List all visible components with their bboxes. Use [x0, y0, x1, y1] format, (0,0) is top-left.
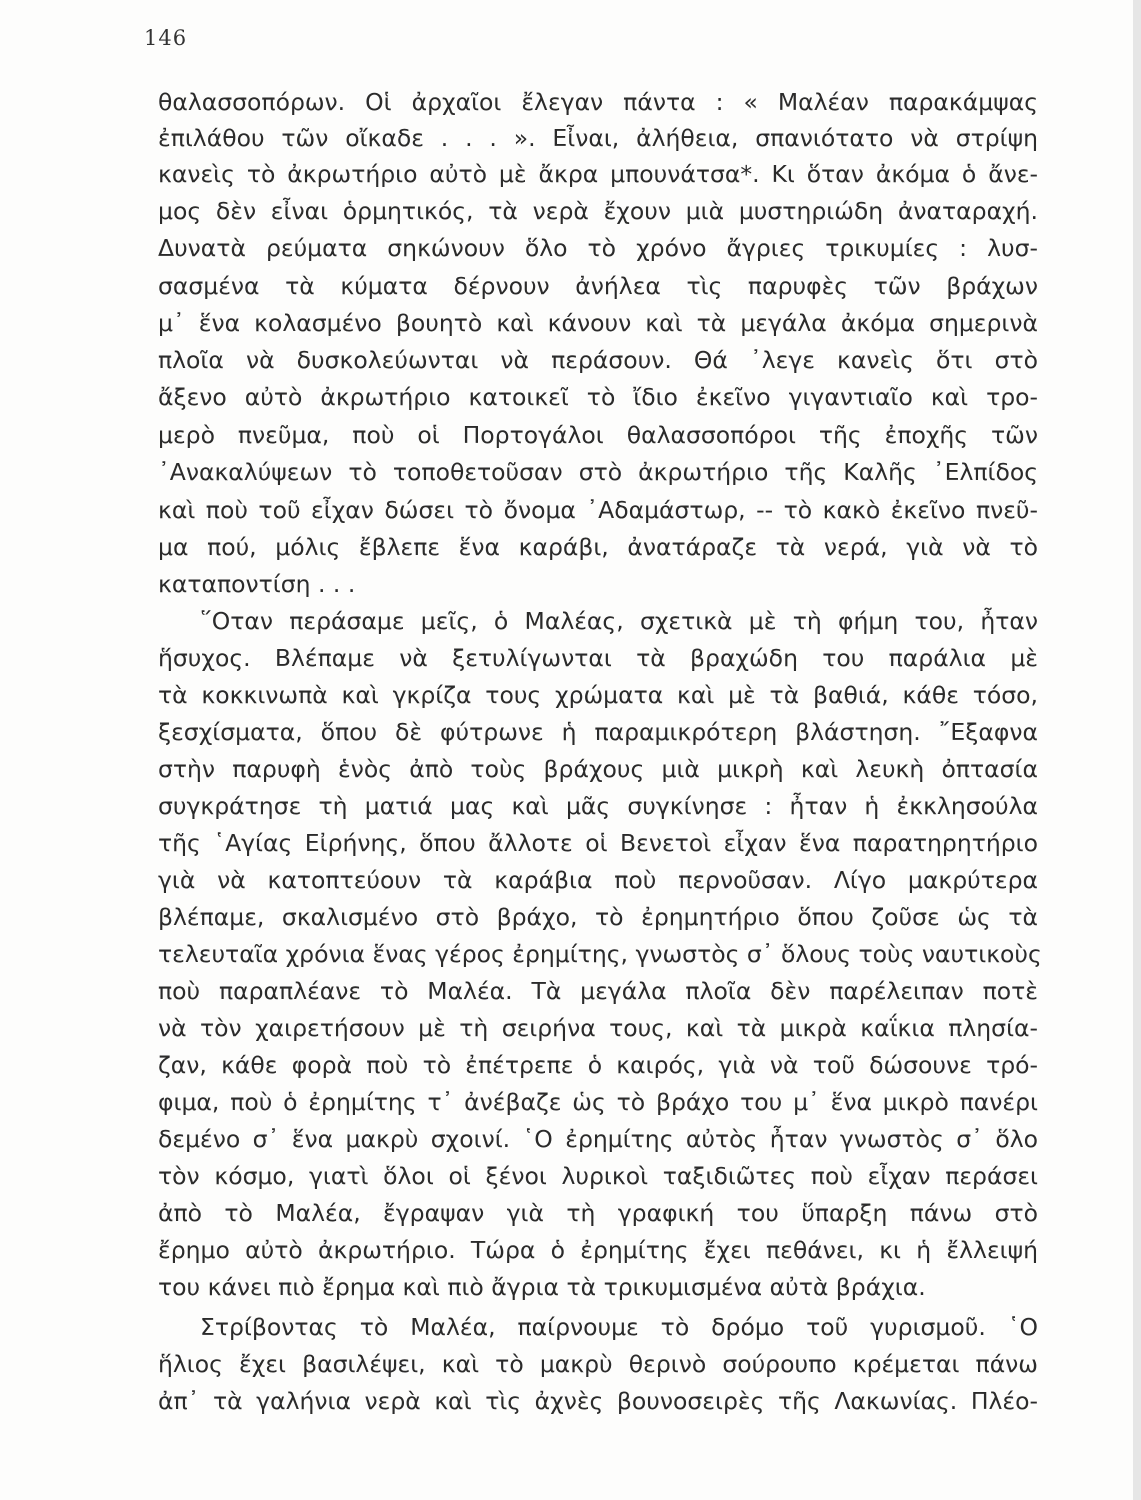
- text-line: πλοῖα νὰ δυσκολεύωνται νὰ περάσουν. Θά ᾽λεγε κανεὶς ὅτι στὸ: [158, 346, 1038, 374]
- text-line: ἥσυχος. Βλέπαμε νὰ ξετυλίγωνται τὰ βραχώδη του παράλια μὲ: [158, 644, 1038, 672]
- text-line: ξεσχίσματα, ὅπου δὲ φύτρωνε ἡ παραμικρότερη βλάστηση. ῎Εξαφνα: [158, 718, 1038, 746]
- text-line: ἥλιος ἔχει βασιλέψει, καὶ τὸ μακρὺ θερινὸ σούρουπο κρέμεται πάνω: [158, 1350, 1038, 1378]
- text-line: στὴν παρυφὴ ἑνὸς ἀπὸ τοὺς βράχους μιὰ μικρὴ καὶ λευκὴ ὀπτασία: [158, 755, 1038, 783]
- text-line: νὰ τὸν χαιρετήσουν μὲ τὴ σειρήνα τους, καὶ τὰ μικρὰ καΐκια πλησία-: [158, 1014, 1038, 1042]
- text-line: δεμένο σ᾽ ἕνα μακρὺ σχοινί. ῾Ο ἐρημίτης αὐτὸς ἦταν γνωστὸς σ᾽ ὅλο: [158, 1125, 1038, 1153]
- text-line: καὶ ποὺ τοῦ εἶχαν δώσει τὸ ὄνομα ᾽Αδαμάστωρ, -- τὸ κακὸ ἐκεῖνο πνεῦ-: [158, 496, 1038, 524]
- text-line: βλέπαμε, σκαλισμένο στὸ βράχο, τὸ ἐρημητήριο ὅπου ζοῦσε ὡς τὰ: [158, 903, 1038, 931]
- text-line: ῞Οταν περάσαμε μεῖς, ὁ Μαλέας, σχετικὰ μὲ τὴ φήμη του, ἦταν: [200, 607, 1038, 635]
- text-line: ἄξενο αὐτὸ ἀκρωτήριο κατοικεῖ τὸ ἴδιο ἐκεῖνο γιγαντιαῖο καὶ τρο-: [158, 383, 1038, 411]
- text-line: καταποντίση . . .: [158, 570, 356, 598]
- text-line: ἐπιλάθου τῶν οἴκαδε . . . ». Εἶναι, ἀλήθεια, σπανιότατο νὰ στρίψη: [158, 124, 1038, 152]
- text-line: Στρίβοντας τὸ Μαλέα, παίρνουμε τὸ δρόμο τοῦ γυρισμοῦ. ῾Ο: [200, 1313, 1038, 1341]
- text-line: τὰ κοκκινωπὰ καὶ γκρίζα τους χρώματα καὶ μὲ τὰ βαθιά, κάθε τόσο,: [158, 681, 1038, 709]
- text-line: μα πού, μόλις ἔβλεπε ἕνα καράβι, ἀνατάραζε τὰ νερά, γιὰ νὰ τὸ: [158, 533, 1038, 561]
- text-line: Δυνατὰ ρεύματα σηκώνουν ὅλο τὸ χρόνο ἄγριες τρικυμίες : λυσ-: [158, 234, 1038, 262]
- text-line: θαλασσοπόρων. Οἱ ἀρχαῖοι ἔλεγαν πάντα : « Μαλέαν παρακάμψας: [158, 88, 1038, 116]
- text-line: κανεὶς τὸ ἀκρωτήριο αὐτὸ μὲ ἄκρα μπουνάτσα*. Κι ὅταν ἀκόμα ὁ ἄνε-: [158, 160, 1038, 188]
- text-line: μος δὲν εἶναι ὁρμητικός, τὰ νερὰ ἔχουν μιὰ μυστηριώδη ἀναταραχή.: [158, 197, 1038, 225]
- text-line: τῆς ῾Αγίας Εἰρήνης, ὅπου ἄλλοτε οἱ Βενετοὶ εἶχαν ἕνα παρατηρητήριο: [158, 829, 1038, 857]
- text-line: ᾽Ανακαλύψεων τὸ τοποθετοῦσαν στὸ ἀκρωτήριο τῆς Καλῆς ᾽Ελπίδος: [158, 458, 1038, 486]
- text-line: μ᾽ ἕνα κολασμένο βουητὸ καὶ κάνουν καὶ τὰ μεγάλα ἀκόμα σημερινὰ: [158, 309, 1038, 337]
- text-line: σασμένα τὰ κύματα δέρνουν ἀνήλεα τὶς παρυφὲς τῶν βράχων: [158, 272, 1038, 300]
- text-line: του κάνει πιὸ ἔρημα καὶ πιὸ ἄγρια τὰ τρικυμισμένα αὐτὰ βράχια.: [158, 1273, 926, 1301]
- text-line: ἀπ᾽ τὰ γαλήνια νερὰ καὶ τὶς ἀχνὲς βουνοσειρὲς τῆς Λακωνίας. Πλέο-: [158, 1387, 1038, 1415]
- text-line: ζαν, κάθε φορὰ ποὺ τὸ ἐπέτρεπε ὁ καιρός, γιὰ νὰ τοῦ δώσουνε τρό-: [158, 1051, 1038, 1079]
- text-line: συγκράτησε τὴ ματιά μας καὶ μᾶς συγκίνησε : ἦταν ἡ ἐκκλησούλα: [158, 792, 1038, 820]
- text-line: γιὰ νὰ κατοπτεύουν τὰ καράβια ποὺ περνοῦσαν. Λίγο μακρύτερα: [158, 866, 1038, 894]
- text-line: ἔρημο αὐτὸ ἀκρωτήριο. Τώρα ὁ ἐρημίτης ἔχει πεθάνει, κι ἡ ἔλλειψή: [158, 1236, 1038, 1264]
- text-line: ἀπὸ τὸ Μαλέα, ἔγραψαν γιὰ τὴ γραφική του ὕπαρξη πάνω στὸ: [158, 1199, 1038, 1227]
- text-line: τὸν κόσμο, γιατὶ ὅλοι οἱ ξένοι λυρικοὶ ταξιδιῶτες ποὺ εἶχαν περάσει: [158, 1162, 1038, 1190]
- text-line: μερὸ πνεῦμα, ποὺ οἱ Πορτογάλοι θαλασσοπόροι τῆς ἐποχῆς τῶν: [158, 421, 1038, 449]
- text-line: ποὺ παραπλέανε τὸ Μαλέα. Τὰ μεγάλα πλοῖα δὲν παρέλειπαν ποτὲ: [158, 977, 1038, 1005]
- page-number: 146: [144, 26, 188, 50]
- text-line: φιμα, ποὺ ὁ ἐρημίτης τ᾽ ἀνέβαζε ὡς τὸ βράχο του μ᾽ ἕνα μικρὸ πανέρι: [158, 1088, 1038, 1116]
- page-edge-shadow: [1133, 0, 1141, 1500]
- text-line: τελευταῖα χρόνια ἕνας γέρος ἐρημίτης, γνωστὸς σ᾽ ὅλους τοὺς ναυτικοὺς: [158, 940, 1042, 968]
